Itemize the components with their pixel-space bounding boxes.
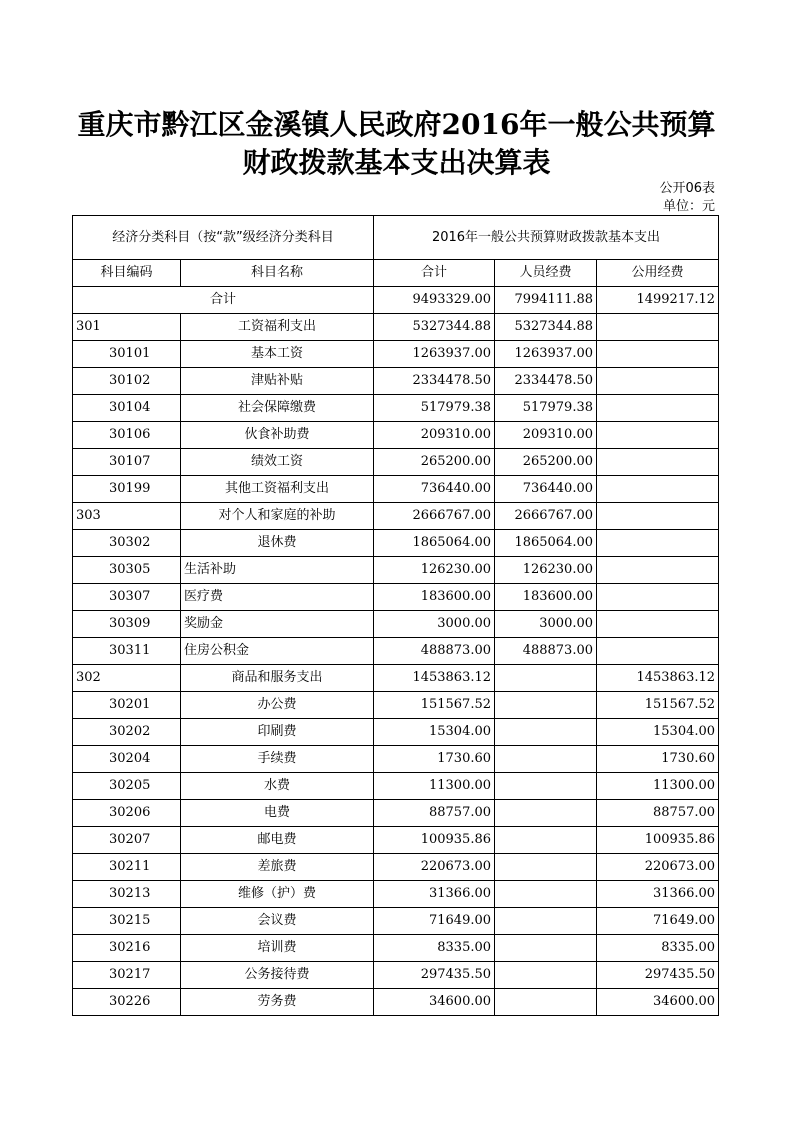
row-personnel (495, 854, 597, 881)
table-row (73, 800, 719, 827)
row-public: 151567.52 (597, 692, 719, 719)
row-code: 30311 (73, 638, 181, 665)
row-name: 医疗费 (181, 584, 374, 611)
row-code: 303 (73, 503, 181, 530)
row-public: 15304.00 (597, 719, 719, 746)
row-public (597, 314, 719, 341)
row-total: 126230.00 (374, 557, 495, 584)
row-code: 30199 (73, 476, 181, 503)
row-personnel (495, 746, 597, 773)
row-total: 517979.38 (374, 395, 495, 422)
table-row (73, 476, 719, 503)
row-personnel (495, 719, 597, 746)
row-public: 220673.00 (597, 854, 719, 881)
header-personnel: 人员经费 (495, 260, 597, 287)
header-expense-group: 2016年一般公共预算财政拨款基本支出 (374, 216, 719, 260)
row-code: 301 (73, 314, 181, 341)
table-row (73, 665, 719, 692)
row-personnel: 488873.00 (495, 638, 597, 665)
header-public: 公用经费 (597, 260, 719, 287)
row-public (597, 503, 719, 530)
row-code: 30205 (73, 773, 181, 800)
row-personnel: 1865064.00 (495, 530, 597, 557)
row-total: 220673.00 (374, 854, 495, 881)
row-public (597, 395, 719, 422)
row-public (597, 476, 719, 503)
row-total: 1730.60 (374, 746, 495, 773)
table-row (73, 881, 719, 908)
row-total: 15304.00 (374, 719, 495, 746)
row-code: 30307 (73, 584, 181, 611)
row-total: 31366.00 (374, 881, 495, 908)
row-public: 34600.00 (597, 989, 719, 1016)
table-row (73, 746, 719, 773)
row-public (597, 422, 719, 449)
row-public: 1453863.12 (597, 665, 719, 692)
header-row-group (73, 216, 719, 260)
row-name: 邮电费 (181, 827, 374, 854)
row-code: 30106 (73, 422, 181, 449)
row-name: 工资福利支出 (181, 314, 374, 341)
row-personnel (495, 773, 597, 800)
row-code: 30309 (73, 611, 181, 638)
row-total: 1453863.12 (374, 665, 495, 692)
row-personnel: 2334478.50 (495, 368, 597, 395)
row-name: 住房公积金 (181, 638, 374, 665)
row-total: 151567.52 (374, 692, 495, 719)
row-public: 11300.00 (597, 773, 719, 800)
row-total: 209310.00 (374, 422, 495, 449)
row-code: 30202 (73, 719, 181, 746)
row-personnel: 5327344.88 (495, 314, 597, 341)
row-name: 津贴补贴 (181, 368, 374, 395)
row-name: 奖励金 (181, 611, 374, 638)
row-name: 公务接待费 (181, 962, 374, 989)
row-public: 8335.00 (597, 935, 719, 962)
row-name: 印刷费 (181, 719, 374, 746)
expenditure-table (72, 215, 719, 1016)
table-row (73, 692, 719, 719)
row-total: 265200.00 (374, 449, 495, 476)
table-row (73, 638, 719, 665)
table-row (73, 314, 719, 341)
row-personnel: 736440.00 (495, 476, 597, 503)
unit-label: 单位：元 (662, 199, 715, 214)
table-id-label: 公开06表 (659, 181, 715, 196)
row-name: 劳务费 (181, 989, 374, 1016)
row-public: 88757.00 (597, 800, 719, 827)
row-total: 736440.00 (374, 476, 495, 503)
table-row (73, 935, 719, 962)
row-name: 电费 (181, 800, 374, 827)
page-title: 重庆市黔江区金溪镇人民政府2016年一般公共预算 (77, 108, 716, 141)
table-row (73, 719, 719, 746)
row-code: 30201 (73, 692, 181, 719)
row-code: 30101 (73, 341, 181, 368)
row-code: 30302 (73, 530, 181, 557)
total-label: 合计 (73, 287, 374, 314)
row-public (597, 341, 719, 368)
row-public: 100935.86 (597, 827, 719, 854)
row-personnel (495, 692, 597, 719)
row-public (597, 530, 719, 557)
row-name: 基本工资 (181, 341, 374, 368)
table-row (73, 773, 719, 800)
row-code: 30226 (73, 989, 181, 1016)
row-name: 其他工资福利支出 (181, 476, 374, 503)
row-public (597, 368, 719, 395)
row-public: 297435.50 (597, 962, 719, 989)
row-code: 30215 (73, 908, 181, 935)
table-row (73, 989, 719, 1016)
header-name: 科目名称 (181, 260, 374, 287)
row-name: 培训费 (181, 935, 374, 962)
row-code: 30104 (73, 395, 181, 422)
total-row (73, 287, 719, 314)
row-public (597, 638, 719, 665)
row-total: 1263937.00 (374, 341, 495, 368)
table-row (73, 422, 719, 449)
row-public: 71649.00 (597, 908, 719, 935)
row-total: 488873.00 (374, 638, 495, 665)
row-public (597, 611, 719, 638)
row-name: 对个人和家庭的补助 (181, 503, 374, 530)
row-personnel (495, 908, 597, 935)
row-name: 绩效工资 (181, 449, 374, 476)
table-row (73, 395, 719, 422)
page-subtitle: 财政拨款基本支出决算表 (242, 146, 551, 179)
row-personnel: 2666767.00 (495, 503, 597, 530)
row-public: 31366.00 (597, 881, 719, 908)
row-name: 退休费 (181, 530, 374, 557)
row-personnel: 209310.00 (495, 422, 597, 449)
row-personnel (495, 827, 597, 854)
row-total: 11300.00 (374, 773, 495, 800)
row-name: 差旅费 (181, 854, 374, 881)
row-name: 办公费 (181, 692, 374, 719)
header-econ-group: 经济分类科目（按“款”级经济分类科目 (73, 216, 374, 260)
row-public (597, 557, 719, 584)
header-code: 科目编码 (73, 260, 181, 287)
table-row (73, 611, 719, 638)
row-name: 商品和服务支出 (181, 665, 374, 692)
row-code: 30207 (73, 827, 181, 854)
table-row (73, 503, 719, 530)
row-total: 297435.50 (374, 962, 495, 989)
row-total: 3000.00 (374, 611, 495, 638)
header-row-columns (73, 260, 719, 287)
row-total: 100935.86 (374, 827, 495, 854)
row-personnel (495, 962, 597, 989)
row-code: 30305 (73, 557, 181, 584)
row-code: 30206 (73, 800, 181, 827)
row-code: 30102 (73, 368, 181, 395)
row-personnel: 265200.00 (495, 449, 597, 476)
row-code: 30217 (73, 962, 181, 989)
row-name: 伙食补助费 (181, 422, 374, 449)
row-code: 30213 (73, 881, 181, 908)
row-personnel (495, 989, 597, 1016)
row-personnel: 1263937.00 (495, 341, 597, 368)
row-total: 8335.00 (374, 935, 495, 962)
table-row (73, 962, 719, 989)
total-total: 9493329.00 (374, 287, 495, 314)
row-personnel: 183600.00 (495, 584, 597, 611)
row-total: 1865064.00 (374, 530, 495, 557)
header-total: 合计 (374, 260, 495, 287)
row-name: 社会保障缴费 (181, 395, 374, 422)
table-row (73, 827, 719, 854)
table-row (73, 584, 719, 611)
row-total: 183600.00 (374, 584, 495, 611)
row-total: 88757.00 (374, 800, 495, 827)
row-public (597, 584, 719, 611)
row-code: 30216 (73, 935, 181, 962)
table-row (73, 908, 719, 935)
row-personnel: 3000.00 (495, 611, 597, 638)
row-code: 30204 (73, 746, 181, 773)
row-total: 5327344.88 (374, 314, 495, 341)
row-total: 34600.00 (374, 989, 495, 1016)
total-public: 1499217.12 (597, 287, 719, 314)
table-row (73, 557, 719, 584)
row-personnel: 517979.38 (495, 395, 597, 422)
table-row (73, 530, 719, 557)
row-total: 71649.00 (374, 908, 495, 935)
row-personnel (495, 935, 597, 962)
table-row (73, 341, 719, 368)
row-code: 30211 (73, 854, 181, 881)
row-personnel (495, 881, 597, 908)
row-public (597, 449, 719, 476)
row-personnel (495, 665, 597, 692)
table-row (73, 854, 719, 881)
row-code: 30107 (73, 449, 181, 476)
row-total: 2334478.50 (374, 368, 495, 395)
row-name: 手续费 (181, 746, 374, 773)
row-name: 水费 (181, 773, 374, 800)
table-row (73, 368, 719, 395)
row-total: 2666767.00 (374, 503, 495, 530)
row-personnel (495, 800, 597, 827)
total-personnel: 7994111.88 (495, 287, 597, 314)
row-name: 维修（护）费 (181, 881, 374, 908)
row-code: 302 (73, 665, 181, 692)
row-name: 会议费 (181, 908, 374, 935)
row-personnel: 126230.00 (495, 557, 597, 584)
row-name: 生活补助 (181, 557, 374, 584)
table-row (73, 449, 719, 476)
row-public: 1730.60 (597, 746, 719, 773)
